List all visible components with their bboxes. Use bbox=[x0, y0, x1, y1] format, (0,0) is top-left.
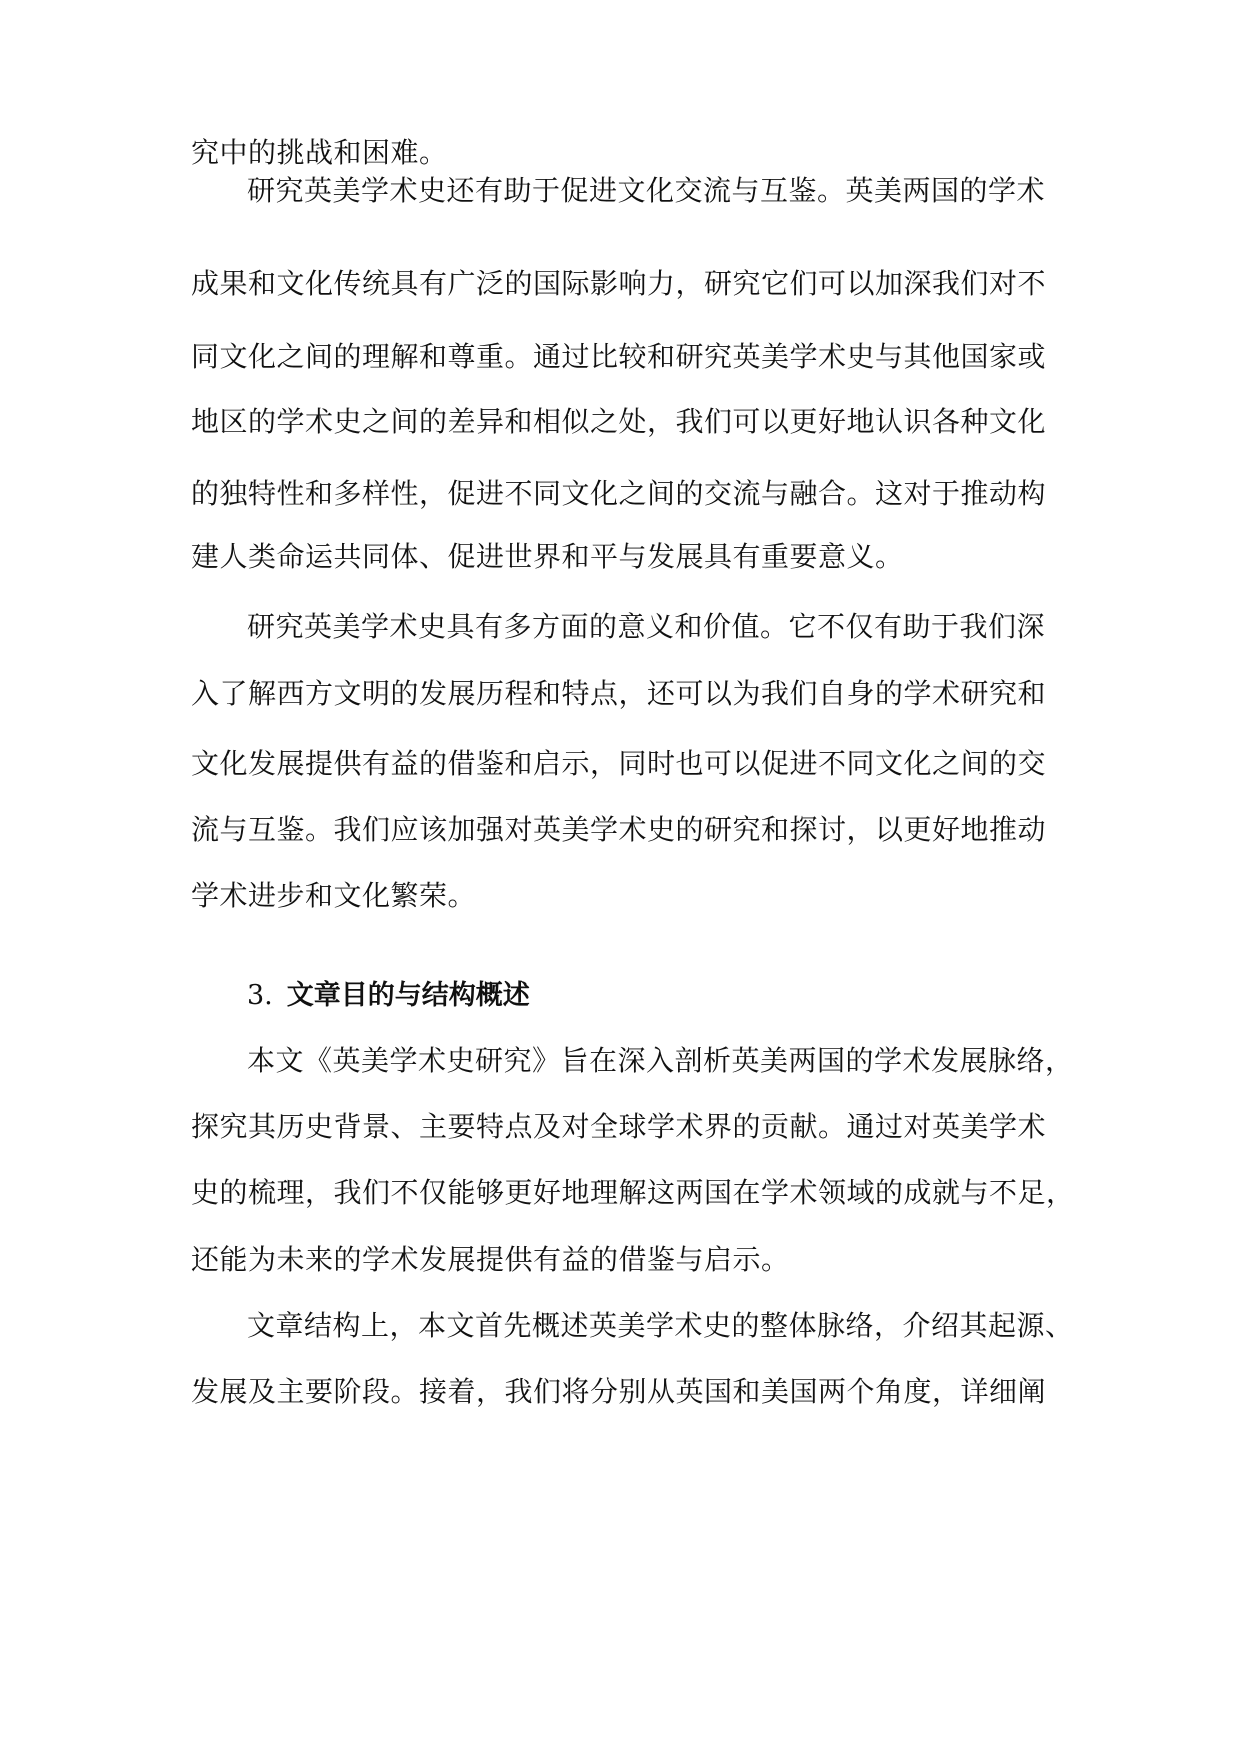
text-line: 地区的学术史之间的差异和相似之处，我们可以更好地认识各种文化 bbox=[191, 405, 1047, 438]
text-line: 同文化之间的理解和尊重。通过比较和研究英美学术史与其他国家或 bbox=[191, 340, 1047, 373]
text-line: 流与互鉴。我们应该加强对英美学术史的研究和探讨，以更好地推动 bbox=[191, 813, 1047, 846]
text-line: 还能为未来的学术发展提供有益的借鉴与启示。 bbox=[191, 1243, 790, 1276]
text-line: 入了解西方文明的发展历程和特点，还可以为我们自身的学术研究和 bbox=[191, 677, 1047, 710]
section-title: 文章目的与结构概述 bbox=[286, 980, 530, 1011]
text-line: 学术进步和文化繁荣。 bbox=[191, 879, 477, 912]
text-line: 究中的挑战和困难。 bbox=[191, 136, 448, 169]
text-line: 文化发展提供有益的借鉴和启示，同时也可以促进不同文化之间的交 bbox=[191, 747, 1047, 780]
text-line: 文章结构上，本文首先概述英美学术史的整体脉络，介绍其起源、 bbox=[247, 1309, 1074, 1342]
section-number: 3. bbox=[247, 980, 273, 1011]
text-line: 的独特性和多样性，促进不同文化之间的交流与融合。这对于推动构 bbox=[191, 477, 1047, 510]
text-line: 研究英美学术史具有多方面的意义和价值。它不仅有助于我们深 bbox=[247, 610, 1046, 643]
text-line: 建人类命运共同体、促进世界和平与发展具有重要意义。 bbox=[191, 540, 904, 573]
text-line: 本文《英美学术史研究》旨在深入剖析英美两国的学术发展脉络， bbox=[247, 1044, 1074, 1077]
text-line: 成果和文化传统具有广泛的国际影响力，研究它们可以加深我们对不 bbox=[191, 267, 1047, 300]
text-line: 史的梳理，我们不仅能够更好地理解这两国在学术领域的成就与不足， bbox=[191, 1176, 1075, 1209]
section-heading bbox=[247, 977, 530, 1015]
text-line: 研究英美学术史还有助于促进文化交流与互鉴。英美两国的学术 bbox=[247, 174, 1046, 207]
text-line: 发展及主要阶段。接着，我们将分别从英国和美国两个角度，详细阐 bbox=[191, 1375, 1047, 1408]
text-line: 探究其历史背景、主要特点及对全球学术界的贡献。通过对英美学术 bbox=[191, 1110, 1047, 1143]
